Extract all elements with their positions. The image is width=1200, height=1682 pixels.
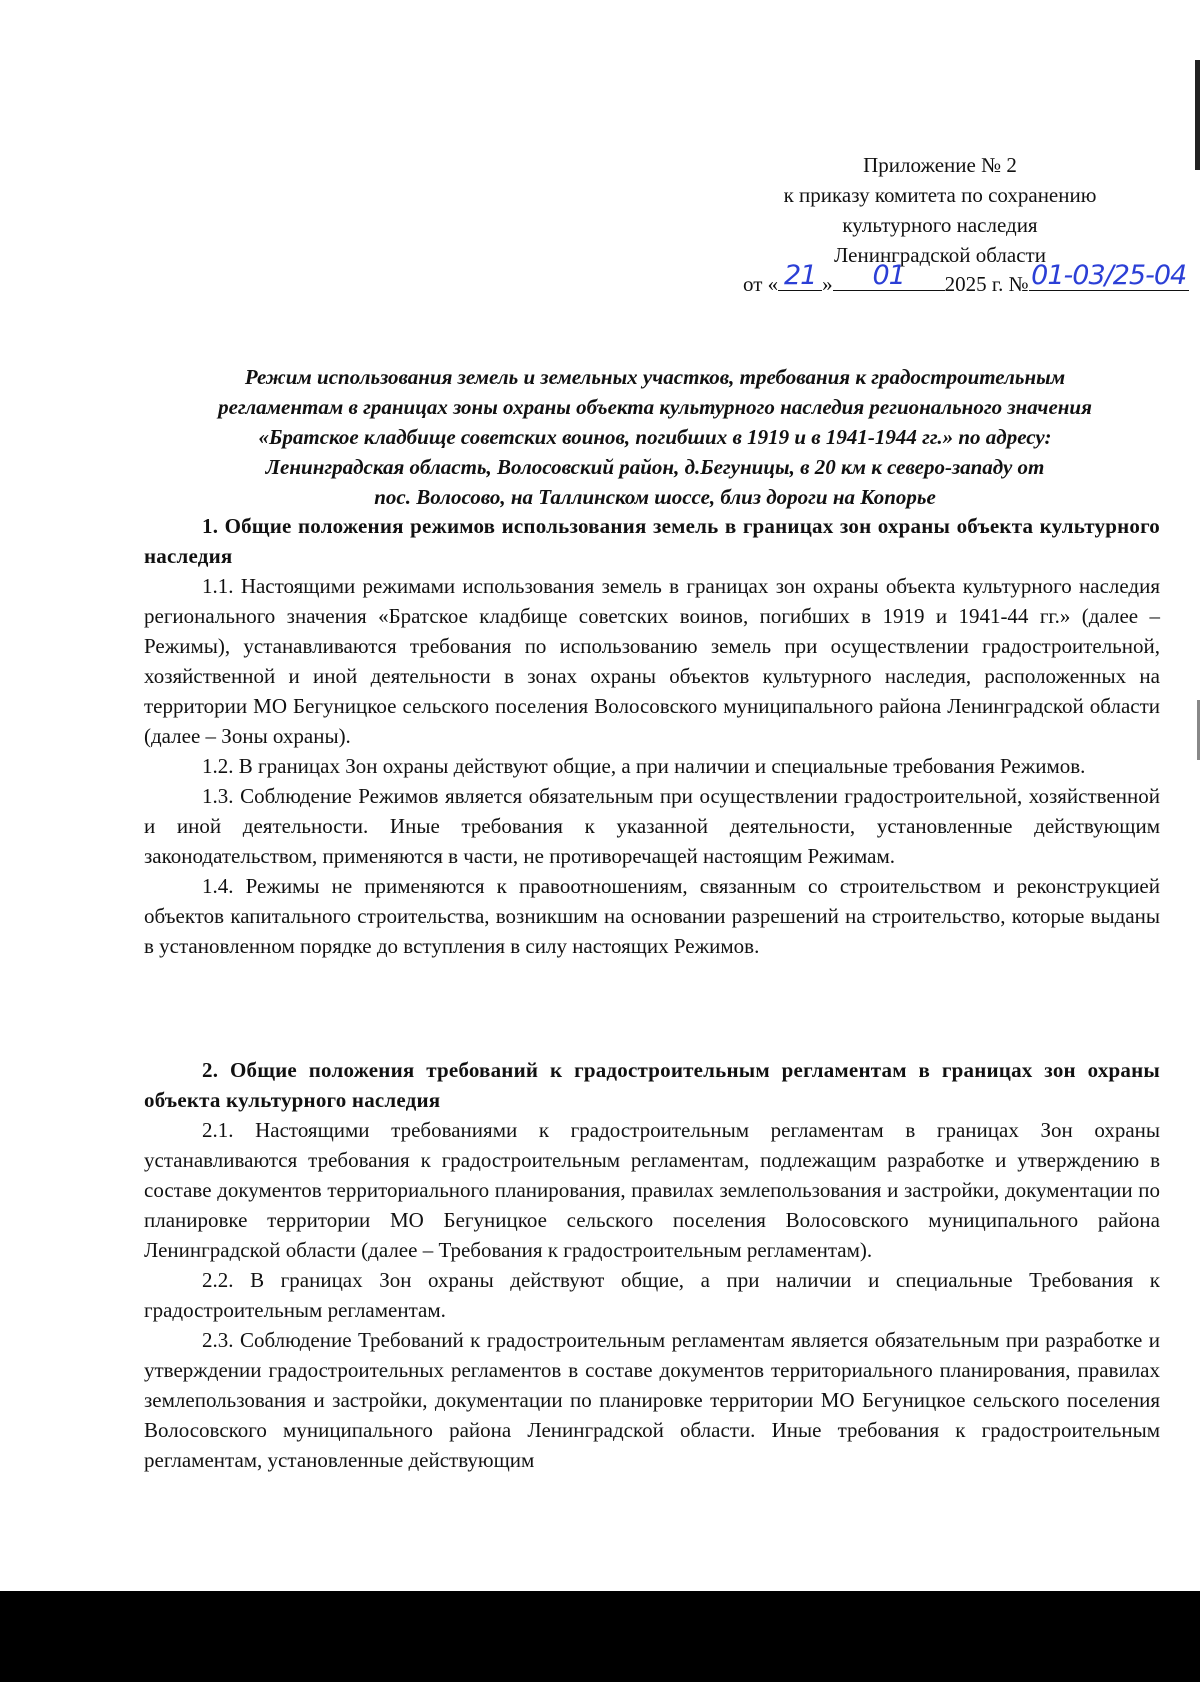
appendix-line: Ленинградской области (834, 243, 1046, 267)
paragraph: 1.4. Режимы не применяются к правоотношениям, связанным со строительством и реконструкцией объектов капитального строительства, возникшим на основании разрешений на строительство, которые выданы в установленном порядке до вступления в силу настоящих Режимов. (144, 874, 1160, 958)
scan-edge-mark (1195, 60, 1200, 170)
paragraph: 2.2. В границах Зон охраны действуют общие, а при наличии и специальные Требования к градостроительным регламентам. (144, 1268, 1160, 1322)
day-field (778, 260, 822, 291)
appendix-line: к приказу комитета по сохранению (783, 183, 1097, 207)
handwritten-day: 21 (783, 260, 817, 291)
title-line: «Братское кладбище советских воинов, погибших в 1919 и в 1941-1944 гг.» по адресу: (258, 425, 1052, 449)
section-1 (144, 511, 1160, 961)
month-field (833, 260, 945, 291)
scan-bottom-bar (0, 1591, 1200, 1682)
paragraph: 1.2. В границах Зон охраны действуют общие, а при наличии и специальные требования Режимов. (202, 754, 1086, 778)
section-heading: 1. Общие положения режимов использования земель в границах зон охраны объекта культурного наследия (144, 514, 1160, 568)
section-2 (144, 1055, 1160, 1475)
appendix-line: Приложение № 2 (863, 153, 1017, 177)
title-line: регламентам в границах зоны охраны объекта культурного наследия регионального значения (218, 395, 1092, 419)
order-date-line (743, 260, 1189, 299)
paragraph: 2.3. Соблюдение Требований к градостроительным регламентам является обязательным при разработке и утверждении градостроительных регламентов в составе документов территориального планирования, правилах землепользования и застройки, документации по планировке территории МО Бегуницкое сельского поселения Волосовского муниципального района Ленинградской области. Иные требования к градостроительным регламентам, установленные действующим (144, 1328, 1160, 1472)
appendix-header (740, 150, 1140, 270)
year-and-number-label: 2025 г. № (944, 272, 1029, 296)
paragraph: 1.3. Соблюдение Режимов является обязательным при осуществлении градостроительной, хозяйственной и иной деятельности. Иные требования к указанной деятельности, установленные действующим законодательством, применяются в части, не противоречащей настоящим Режимам. (144, 784, 1160, 868)
date-prefix: от « (743, 272, 779, 296)
handwritten-order-number: 01-03/25-04 (1031, 260, 1187, 291)
document-title (140, 362, 1170, 512)
title-line: Режим использования земель и земельных участков, требования к градостроительным (244, 365, 1066, 389)
title-line: Ленинградская область, Волосовский район, д.Бегуницы, в 20 км к северо-западу от (265, 455, 1045, 479)
handwritten-month: 01 (872, 260, 905, 291)
paragraph: 2.1. Настоящими требованиями к градостроительным регламентам в границах Зон охраны устанавливаются требования к градостроительным регламентам, подлежащим разработке и утверждению в составе документов территориального планирования, правилах землепользования и застройки, документации по планировке территории МО Бегуницкое сельского поселения Волосовского муниципального района Ленинградской области (далее – Требования к градостроительным регламентам). (144, 1118, 1160, 1262)
date-mid: » (822, 272, 833, 296)
appendix-line: культурного наследия (842, 213, 1038, 237)
paragraph: 1.1. Настоящими режимами использования земель в границах зон охраны объекта культурного наследия регионального значения «Братское кладбище советских воинов, погибших в 1919 и 1941-44 гг.» (далее – Режимы), устанавливаются требования по использованию земель при осуществлении градостроительной, хозяйственной и иной деятельности в зонах охраны объектов культурного наследия, расположенных на территории МО Бегуницкое сельского поселения Волосовского муниципального района Ленинградской области (далее – Зоны охраны). (144, 574, 1160, 748)
order-number-field (1029, 260, 1189, 291)
section-heading: 2. Общие положения требований к градостроительным регламентам в границах зон охраны объекта культурного наследия (144, 1058, 1160, 1112)
title-line: пос. Волосово, на Таллинском шоссе, близ дороги на Копорье (374, 485, 936, 509)
